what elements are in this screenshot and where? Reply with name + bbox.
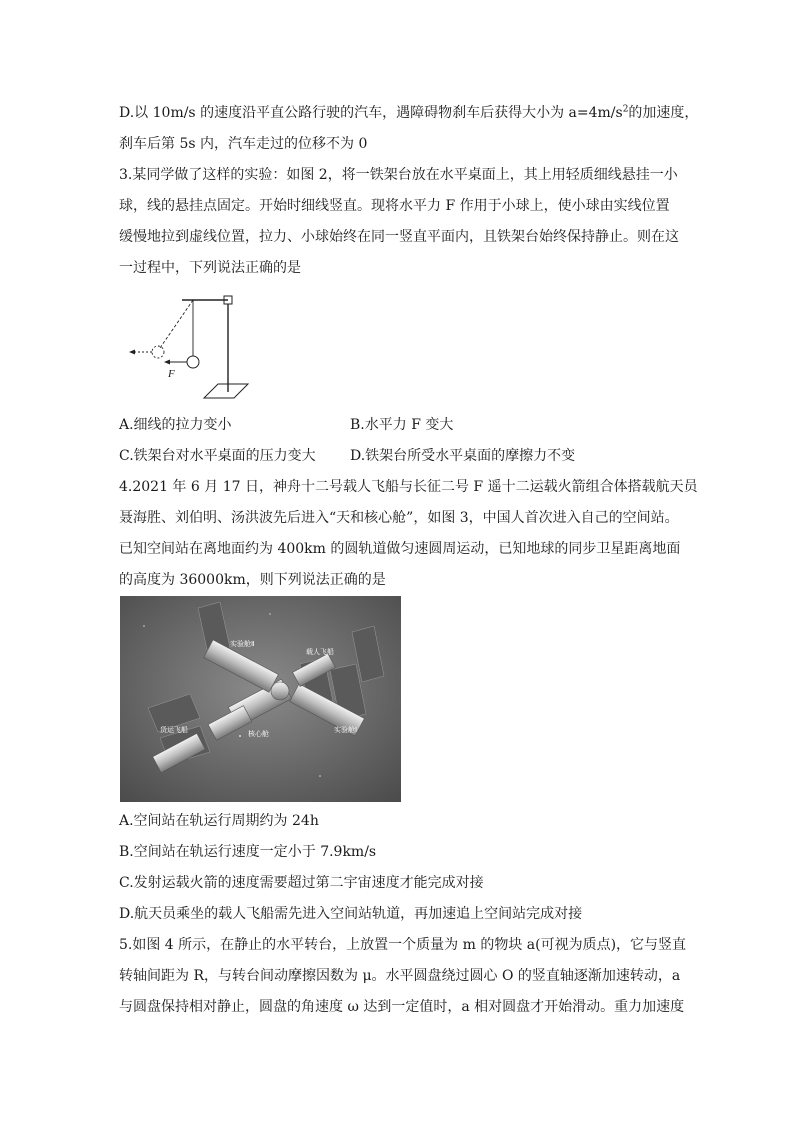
q4-stem-line4: 的高度为 36000km，则下列说法正确的是 [119, 572, 386, 588]
label-crew-ship: 载人飞船 [306, 648, 334, 656]
label-cargo-ship: 货运飞船 [160, 726, 188, 734]
q3-option-a: A.细线的拉力变小 [119, 417, 232, 433]
q4-option-d: D.航天员乘坐的载人飞船需先进入空间站轨道，再加速追上空间站完成对接 [119, 906, 583, 922]
q3-option-b: B.水平力 F 变大 [350, 417, 454, 433]
q3-stem-line4: 一过程中，下列说法正确的是 [119, 260, 301, 276]
q5-stem-line2: 转轴间距为 R，与转台间动摩擦因数为 μ。水平圆盘绕过圆心 O 的竖直轴逐渐加速转动，a [119, 968, 681, 984]
force-arrowhead [164, 360, 170, 365]
q4-option-a: A.空间站在轨运行周期约为 24h [119, 813, 319, 829]
ball-final [152, 346, 164, 358]
q4-stem-line3: 已知空间站在离地面约为 400km 的圆轨道做匀速圆周运动，已知地球的同步卫星距离地面 [119, 541, 681, 557]
q4-stem-line1: 4.2021 年 6 月 17 日，神舟十二号载人飞船与长征二号 F 遥十二运载火箭组合体搭载航天员 [119, 479, 698, 495]
force-label: F [168, 368, 175, 380]
figure-2-iron-stand [120, 290, 250, 400]
docking-node [271, 682, 289, 700]
q3-option-d: D.铁架台所受水平桌面的摩擦力不变 [350, 448, 576, 464]
q4-option-b: B.空间站在轨运行速度一定小于 7.9km/s [119, 844, 377, 860]
q2-option-d-line1: D.以 10m/s 的速度沿平直公路行驶的汽车，遇障碍物刹车后获得大小为 $a=4m/s^2$的加速度， [119, 104, 699, 121]
q5-stem-line3: 与圆盘保持相对静止，圆盘的角速度 ω 达到一定值时，a 相对圆盘才开始滑动。重力加速度 [119, 999, 685, 1015]
q2-option-d-line2: 刹车后第 5s 内，汽车走过的位移不为 0 [119, 136, 368, 152]
ball-initial [187, 356, 199, 368]
string-final [160, 300, 193, 348]
q5-stem-line1: 5.如图 4 所示，在静止的水平转台，上放置一个质量为 m 的物块 a(可视为质点)，它与竖直 [119, 937, 687, 953]
q4-stem-line2: 聂海胜、刘伯明、汤洪波先后进入“天和核心舱”，如图 3，中国人首次进入自己的空间站。 [119, 510, 679, 526]
force-arrowhead-final [129, 350, 135, 355]
label-lab-module-2: 实验舱Ⅱ [230, 640, 255, 648]
stand-base [204, 384, 248, 398]
figure-3-space-station [120, 596, 401, 802]
label-core-module: 核心舱 [248, 730, 269, 738]
q3-stem-line1: 3.某同学做了这样的实验：如图 2，将一铁架台放在水平桌面上，其上用轻质细线悬挂一小 [119, 167, 678, 183]
q3-stem-line3: 缓慢地拉到虚线位置，拉力、小球始终在同一竖直平面内，且铁架台始终保持静止。则在这 [119, 229, 679, 245]
label-lab-module-1: 实验舱Ⅰ [334, 726, 358, 734]
q4-option-c: C.发射运载火箭的速度需要超过第二宇宙速度才能完成对接 [119, 875, 484, 891]
q3-stem-line2: 球，线的悬挂点固定。开始时细线竖直。现将水平力 F 作用于小球上，使小球由实线位置 [119, 198, 670, 214]
q3-option-c: C.铁架台对水平桌面的压力变大 [119, 448, 316, 464]
